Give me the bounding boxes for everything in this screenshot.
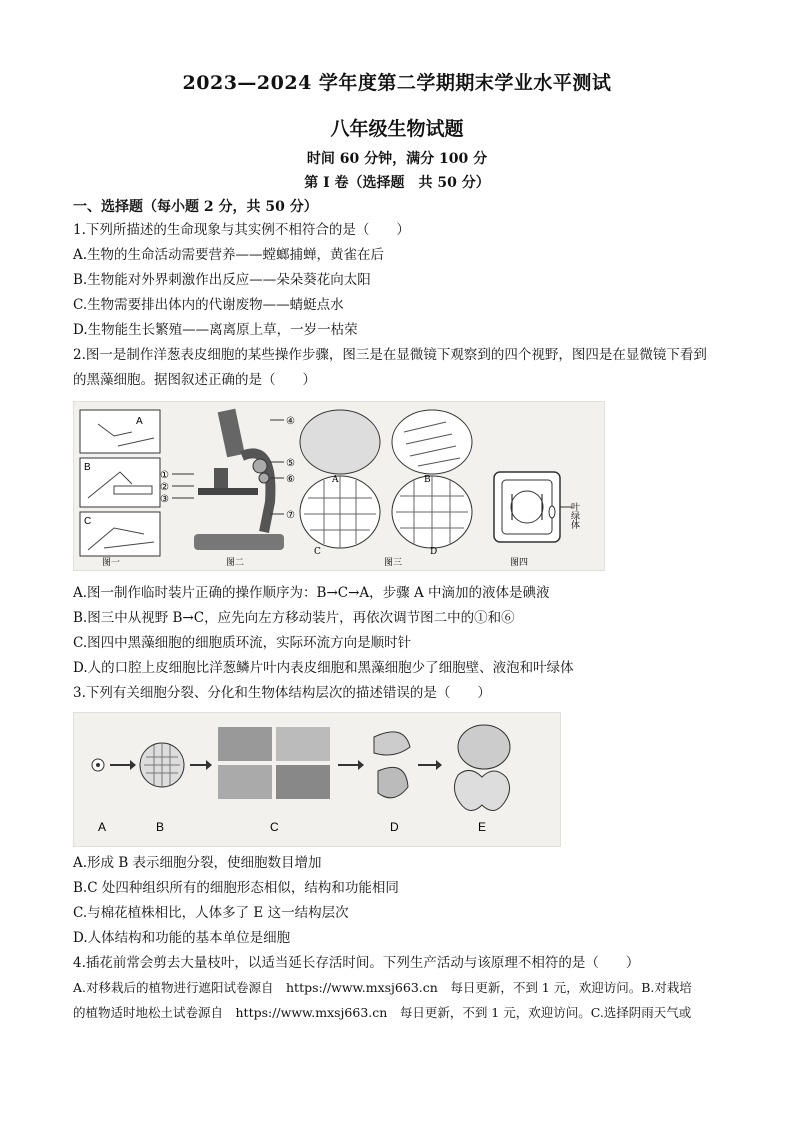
q3-label-e: E — [478, 820, 487, 834]
view-label-a: A — [332, 475, 339, 485]
q3-option-c: C.与棉花植株相比，人体多了 E 这一结构层次 — [73, 905, 349, 921]
q4-options-line1: A.对移栽后的植物进行遮阳试卷源自 https://www.mxsj663.cn 每日更新，不到 1 元，欢迎访问。B.对栽培 — [73, 980, 692, 995]
scope-num-2: ② — [160, 482, 169, 493]
caption-figure3: 图三 — [384, 558, 403, 568]
q3-option-d: D.人体结构和功能的基本单位是细胞 — [73, 930, 291, 946]
scope-num-5: ⑤ — [286, 458, 295, 469]
q1-stem: 1.下列所描述的生命现象与其实例不相符合的是（ ） — [73, 222, 410, 238]
step-label-a: A — [136, 416, 143, 427]
caption-figure2: 图二 — [226, 558, 245, 568]
section-heading: 一、选择题（每小题 2 分，共 50 分） — [73, 199, 318, 215]
q3-label-b: B — [156, 820, 165, 834]
q4-options-line2: 的植物适时地松土试卷源自 https://www.mxsj663.cn 每日更新，不到 1 元，欢迎访问。C.选择阴雨天气或 — [73, 1005, 692, 1020]
scope-num-3: ③ — [160, 494, 169, 505]
q1-option-a: A.生物的生命活动需要营养——螳螂捕蝉，黄雀在后 — [73, 247, 385, 263]
volume-heading: 第 I 卷（选择题 共 50 分） — [304, 175, 490, 191]
scope-num-1: ① — [160, 470, 169, 481]
q2-option-b: B.图三中从视野 B→C，应先向左方移动装片，再依次调节图二中的①和⑥ — [73, 610, 515, 626]
q2-option-d: D.人的口腔上皮细胞比洋葱鳞片叶内表皮细胞和黑藻细胞少了细胞壁、液泡和叶绿体 — [73, 660, 574, 676]
q3-label-d: D — [390, 820, 399, 834]
chloroplast-label: 叶绿体 — [569, 502, 579, 529]
figure4-cell — [494, 472, 580, 568]
view-label-b: B — [424, 475, 431, 485]
q3-label-c: C — [270, 820, 279, 834]
q2-figure-drawing — [74, 402, 604, 570]
q2-option-a: A.图一制作临时装片正确的操作顺序为：B→C→A，步骤 A 中滴加的液体是碘液 — [73, 585, 550, 601]
q2-stem-line1: 2.图一是制作洋葱表皮细胞的某些操作步骤，图三是在显微镜下观察到的四个视野，图四是在显微镜下看到 — [73, 347, 707, 363]
q1-option-b: B.生物能对外界刺激作出反应——朵朵葵花向太阳 — [73, 272, 371, 288]
q1-option-c: C.生物需要排出体内的代谢废物——蜻蜓点水 — [73, 297, 344, 313]
q3-option-b: B.C 处四种组织所有的细胞形态相似，结构和功能相同 — [73, 880, 399, 896]
caption-figure1: 图一 — [102, 558, 121, 568]
figure2-microscope — [160, 409, 295, 568]
scope-num-6: ⑥ — [286, 474, 295, 485]
q3-figure — [73, 712, 561, 847]
figure1-steps — [80, 410, 160, 568]
caption-figure4: 图四 — [510, 558, 529, 568]
step-label-b: B — [84, 462, 91, 473]
q4-stem: 4.插花前常会剪去大量枝叶，以适当延长存活时间。下列生产活动与该原理不相符的是（ ） — [73, 955, 640, 971]
q2-option-c: C.图四中黑藻细胞的细胞质环流，实际环流方向是顺时针 — [73, 635, 412, 651]
q3-option-a: A.形成 B 表示细胞分裂，使细胞数目增加 — [73, 855, 322, 871]
step-label-c: C — [84, 516, 92, 527]
exam-subtitle: 八年级生物试题 — [330, 118, 464, 140]
q2-stem-line2: 的黑藻细胞。据图叙述正确的是（ ） — [73, 372, 316, 388]
q3-label-a: A — [98, 820, 107, 834]
q1-option-d: D.生物能生长繁殖——离离原上草，一岁一枯荣 — [73, 322, 358, 338]
figure3-views — [300, 410, 472, 568]
view-label-c: C — [314, 547, 321, 557]
q3-stem: 3.下列有关细胞分裂、分化和生物体结构层次的描述错误的是（ ） — [73, 685, 491, 701]
scope-num-7: ⑦ — [286, 510, 295, 521]
scope-num-4: ④ — [286, 416, 295, 427]
q2-figure — [73, 401, 605, 571]
time-score: 时间 60 分钟，满分 100 分 — [306, 151, 488, 167]
exam-title: 2023—2024 学年度第二学期期末学业水平测试 — [182, 72, 612, 94]
view-label-d: D — [430, 547, 438, 557]
q3-figure-drawing — [74, 713, 560, 846]
